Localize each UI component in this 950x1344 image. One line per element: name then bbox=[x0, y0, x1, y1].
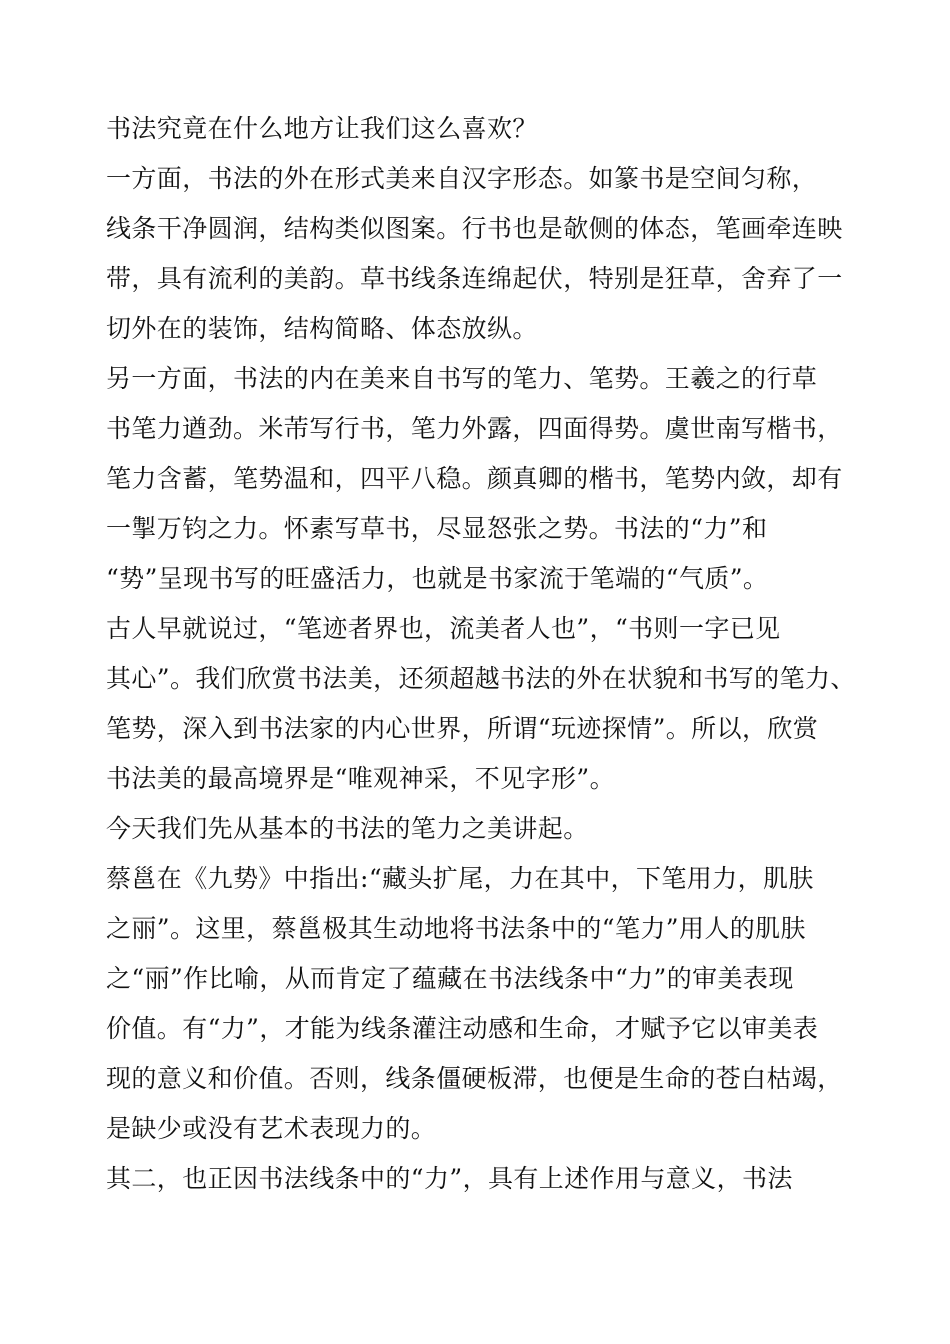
text-line: 另一方面，书法的内在美来自书写的笔力、笔势。王羲之的行草 bbox=[106, 364, 818, 393]
text-line: 书法美的最高境界是“唯观神采，不见字形”。 bbox=[106, 764, 615, 793]
text-line: “势”呈现书写的旺盛活力，也就是书家流于笔端的“气质”。 bbox=[106, 564, 769, 593]
text-line: 一掣万钧之力。怀素写草书，尽显怒张之势。书法的“力”和 bbox=[106, 514, 768, 543]
text-line: 书笔力遒劲。米芾写行书，笔力外露，四面得势。虞世南写楷书， bbox=[106, 414, 843, 443]
text-line: 是缺少或没有艺术表现力的。 bbox=[106, 1114, 437, 1143]
text-line: 其心”。我们欣赏书法美，还须超越书法的外在状貌和书写的笔力、 bbox=[106, 664, 856, 693]
text-line: 蔡邕在《九势》中指出:“藏头扩尾，力在其中，下笔用力，肌肤 bbox=[106, 864, 814, 893]
text-line: 今天我们先从基本的书法的笔力之美讲起。 bbox=[106, 814, 589, 843]
text-line: 价值。有“力”，才能为线条灌注动感和生命，才赋予它以审美表 bbox=[106, 1014, 819, 1043]
text-line: 一方面，书法的外在形式美来自汉字形态。如篆书是空间匀称， bbox=[106, 164, 818, 193]
text-line: 书法究竟在什么地方让我们这么喜欢？ bbox=[106, 114, 538, 143]
text-line: 其二，也正因书法线条中的“力”，具有上述作用与意义，书法 bbox=[106, 1164, 793, 1193]
text-line: 线条干净圆润，结构类似图案。行书也是欹侧的体态，笔画牵连映 bbox=[106, 214, 843, 243]
text-line: 笔势，深入到书法家的内心世界，所谓“玩迹探情”。所以，欣赏 bbox=[106, 714, 819, 743]
body-text bbox=[106, 104, 886, 1204]
text-line: 之“丽”作比喻，从而肯定了蕴藏在书法线条中“力”的审美表现 bbox=[106, 964, 794, 993]
text-line: 笔力含蓄，笔势温和，四平八稳。颜真卿的楷书，笔势内敛，却有 bbox=[106, 464, 843, 493]
text-line: 古人早就说过，“笔迹者界也，流美者人也”，“书则一字已见 bbox=[106, 614, 781, 643]
text-line: 之丽”。这里，蔡邕极其生动地将书法条中的“笔力”用人的肌肤 bbox=[106, 914, 806, 943]
text-line: 现的意义和价值。否则，线条僵硬板滞，也便是生命的苍白枯竭， bbox=[106, 1064, 843, 1093]
text-line: 带，具有流利的美韵。草书线条连绵起伏，特别是狂草，舍弃了一 bbox=[106, 264, 843, 293]
text-line: 切外在的装饰，结构简略、体态放纵。 bbox=[106, 314, 538, 343]
